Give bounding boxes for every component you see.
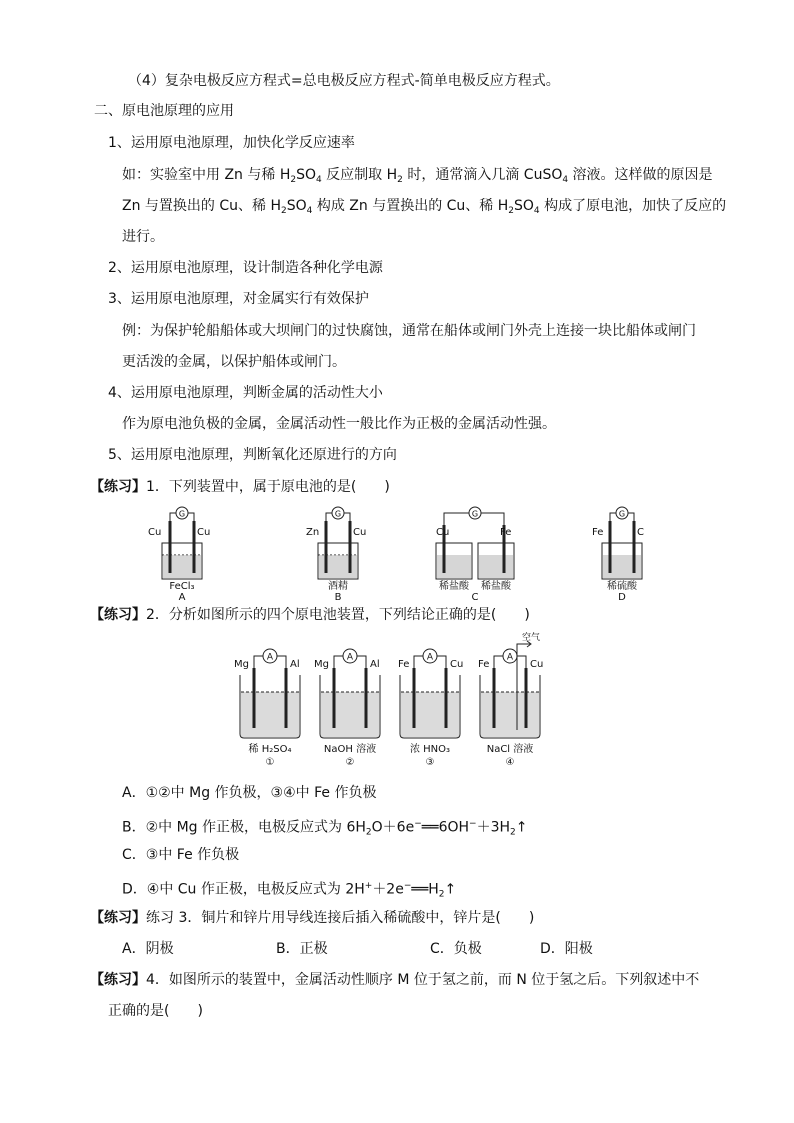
electrode-label: C <box>637 527 644 538</box>
text-fragment: ══6OH <box>421 819 470 836</box>
text-fragment: 构成 Zn 与置换出的 Cu、稀 H <box>312 198 509 214</box>
option-c[interactable]: C．负极 <box>430 941 482 957</box>
cell-number: ④ <box>505 757 515 768</box>
text-fragment: ＋3H <box>476 819 511 836</box>
superscript: − <box>469 819 477 829</box>
superscript: − <box>414 819 422 829</box>
option-b[interactable] <box>122 815 528 837</box>
subheading: 4、运用原电池原理，判断金属的活动性大小 <box>108 385 383 401</box>
solution-label: 稀盐酸 <box>481 581 511 592</box>
exercise-tag: 【练习】 <box>90 910 146 926</box>
electrode-label: Cu <box>197 527 211 538</box>
text-fragment: 溶液。这样做的原因是 <box>568 167 713 183</box>
text-line: 进行。 <box>122 229 164 245</box>
cell-number: ③ <box>425 757 435 768</box>
option-c[interactable]: C．③中 Fe 作负极 <box>122 847 240 863</box>
galvanometer-label: G <box>618 509 626 519</box>
electrode-label: Cu <box>530 659 544 670</box>
option-a[interactable]: A．阴极 <box>122 941 174 957</box>
solution-label: FeCl₃ <box>169 581 195 592</box>
subheading: 3、运用原电池原理，对金属实行有效保护 <box>108 291 369 307</box>
air-label: 空气 <box>522 633 541 643</box>
subscript: 4 <box>315 175 322 185</box>
text-fragment: SO <box>296 167 316 183</box>
electrode-label: Cu <box>450 659 464 670</box>
solution-label: 稀硫酸 <box>607 581 637 592</box>
subheading: 1、运用原电池原理，加快化学反应速率 <box>108 135 355 151</box>
superscript: − <box>403 881 412 891</box>
electrode-label: Fe <box>478 659 490 670</box>
subheading: 2、运用原电池原理，设计制造各种化学电源 <box>108 260 383 276</box>
section-heading: 二、原电池原理的应用 <box>94 103 234 119</box>
exercise-3 <box>90 909 534 927</box>
subscript: 2 <box>508 206 514 216</box>
electrode-label: Zn <box>306 527 320 538</box>
solution-label: 稀 H₂SO₄ <box>248 744 292 755</box>
text-line <box>122 166 713 184</box>
question-text: 1．下列装置中，属于原电池的是( ) <box>146 479 390 495</box>
text-line: 例：为保护轮船船体或大坝闸门的过快腐蚀，通常在船体或闸门外壳上连接一块比船体或闸门 <box>122 323 696 339</box>
exercise-2 <box>90 606 530 624</box>
text-fragment: 如：实验室中用 Zn 与稀 H <box>122 167 291 183</box>
electrode-label: Mg <box>314 659 329 670</box>
text-fragment: B．②中 Mg 作正极，电极反应式为 6H <box>122 819 366 836</box>
electrode-label: Cu <box>148 527 162 538</box>
exercise-tag: 【练习】 <box>90 479 146 495</box>
figure-1-galvanic-cells <box>140 503 680 603</box>
galvanometer-label: G <box>471 509 479 519</box>
text-fragment: ↑ <box>444 881 457 898</box>
text-fragment: ══H <box>411 881 439 898</box>
text-fragment: O＋6e <box>371 819 415 836</box>
cell-number: ① <box>265 757 275 768</box>
option-a[interactable]: A．①②中 Mg 作负极，③④中 Fe 作负极 <box>122 785 377 801</box>
subscript: 4 <box>562 175 569 185</box>
option-label: D <box>618 592 626 603</box>
ammeter-label: A <box>506 652 514 663</box>
text-line: 更活泼的金属，以保护船体或闸门。 <box>122 354 346 370</box>
exercise-4 <box>90 971 699 989</box>
text-fragment: SO <box>514 198 534 214</box>
electrode-label: Cu <box>353 527 367 538</box>
subheading: 5、运用原电池原理，判断氧化还原进行的方向 <box>108 447 397 463</box>
option-d[interactable] <box>122 877 456 899</box>
electrode-label: Fe <box>592 527 604 538</box>
subscript: 2 <box>510 827 516 838</box>
text-fragment: 时，通常滴入几滴 CuSO <box>402 167 563 183</box>
subscript: 2 <box>438 889 445 900</box>
option-d[interactable]: D．阳极 <box>540 941 593 957</box>
text-fragment: ＋2e <box>372 881 404 898</box>
subscript: 4 <box>533 206 540 216</box>
cell-number: ② <box>345 757 355 768</box>
text-fragment: SO <box>286 198 307 214</box>
text-fragment: 构成了原电池，加快了反应的 <box>539 198 727 214</box>
electrode-label: Cu <box>436 527 450 538</box>
option-label: A <box>178 592 186 603</box>
subscript: 2 <box>365 827 372 838</box>
subscript: 2 <box>281 206 287 216</box>
ammeter-label: A <box>346 652 354 663</box>
option-label: B <box>334 592 342 603</box>
text-line: 作为原电池负极的金属，金属活动性一般比作为正极的金属活动性强。 <box>122 416 556 432</box>
electrode-label: Mg <box>234 659 249 670</box>
subscript: 2 <box>290 175 297 185</box>
exercise-tag: 【练习】 <box>90 607 146 623</box>
superscript: + <box>364 881 373 891</box>
exercise-tag: 【练习】 <box>90 972 146 988</box>
electrode-label: Fe <box>398 659 410 670</box>
gas-arrow: ↑ <box>515 819 528 836</box>
text-line: （4）复杂电极反应方程式=总电极反应方程式-简单电极反应方程式。 <box>128 73 560 89</box>
solution-label: NaOH 溶液 <box>323 744 377 755</box>
option-label: C <box>471 592 479 603</box>
question-text: 正确的是( ) <box>108 1003 203 1019</box>
solution-label: NaCl 溶液 <box>486 744 534 755</box>
question-text: 4．如图所示的装置中，金属活动性顺序 M 位于氢之前，而 N 位于氢之后。下列叙述中不 <box>146 972 700 988</box>
galvanometer-label: G <box>334 509 342 519</box>
text-line <box>122 197 726 215</box>
question-text: 2．分析如图所示的四个原电池装置，下列结论正确的是( ) <box>146 607 530 623</box>
ammeter-label: A <box>426 652 434 663</box>
text-fragment: D．④中 Cu 作正极，电极反应式为 2H <box>122 881 365 898</box>
solution-label: 酒精 <box>328 581 348 592</box>
ammeter-label: A <box>266 652 274 663</box>
exercise-1 <box>90 478 390 496</box>
text-fragment: 反应制取 H <box>321 167 398 183</box>
text-fragment: Zn 与置换出的 Cu、稀 H <box>122 198 281 214</box>
subscript: 4 <box>306 206 313 216</box>
electrode-label: Al <box>290 659 300 670</box>
electrode-label: Fe <box>500 527 512 538</box>
figure-2-galvanic-cells <box>228 630 578 770</box>
subscript: 2 <box>397 175 403 185</box>
galvanometer-label: G <box>178 509 186 519</box>
question-text: 练习 3．铜片和锌片用导线连接后插入稀硫酸中，锌片是( ) <box>146 910 535 926</box>
solution-label: 浓 HNO₃ <box>409 744 451 755</box>
solution-label: 稀盐酸 <box>439 581 469 592</box>
option-b[interactable]: B．正极 <box>276 941 328 957</box>
electrode-label: Al <box>370 659 380 670</box>
